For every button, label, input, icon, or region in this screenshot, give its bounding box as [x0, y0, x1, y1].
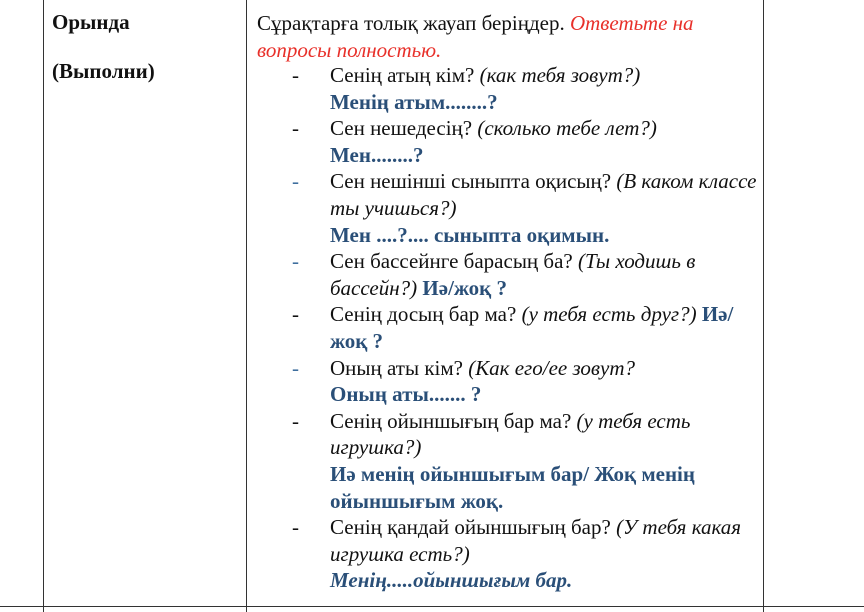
question-list: [292, 62, 762, 594]
list-item: [292, 115, 762, 168]
question-translation: (сколько тебе лет?): [477, 116, 657, 141]
list-dash: -: [292, 355, 299, 380]
task-label-ru: (Выполни): [52, 59, 155, 83]
table-border-right: [763, 0, 764, 612]
answer-template: Иә менің ойыншығым бар/ Жоқ менің ойыншығым жоқ.: [330, 461, 695, 513]
list-item: [292, 301, 762, 354]
answer-template: Иә/жоқ ?: [422, 275, 507, 300]
answer-template: Менің.....ойыншығым бар.: [330, 568, 573, 593]
question-text: Сен нешінші сыныпта оқисың?: [330, 169, 612, 194]
answer-template: Мен ....?.... сыныпта оқимын.: [330, 222, 610, 247]
question-text: Сенің досың бар ма?: [330, 302, 517, 327]
question-translation: (как тебя зовут?): [479, 63, 641, 87]
answer-template: Мен........?: [330, 142, 424, 167]
question-translation: (Как его/ее зовут?: [468, 355, 635, 380]
list-dash: -: [292, 116, 299, 141]
question-text: Сенің атың кім?: [330, 63, 475, 87]
table-border-middle: [246, 0, 247, 612]
answer-template: Иә/жоқ ?: [330, 302, 734, 353]
task-label-kz: Орында: [52, 10, 130, 34]
list-item: [292, 408, 762, 514]
answer-template: Оның аты....... ?: [330, 382, 482, 407]
list-dash: -: [292, 302, 299, 327]
question-translation: (Ты ходишь в бассейн?): [330, 249, 696, 300]
list-dash: -: [292, 249, 299, 274]
question-text: Сен бассейнге барасың ба?: [330, 249, 573, 274]
list-item: [292, 355, 762, 408]
list-item: [292, 248, 762, 301]
answer-template: Менің атым........?: [330, 89, 498, 114]
question-text: Оның аты кім?: [330, 355, 463, 380]
question-translation: (у тебя есть друг?): [521, 302, 697, 327]
question-text: Сен нешедесің?: [330, 116, 473, 141]
list-dash: -: [292, 169, 299, 194]
question-text: Сенің қандай ойыншығың бар?: [330, 515, 611, 540]
list-dash: -: [292, 515, 299, 540]
question-translation: (у тебя есть игрушка?): [330, 408, 691, 460]
list-item: [292, 514, 762, 594]
table-border-bottom: [0, 606, 864, 607]
question-translation: (У тебя какая игрушка есть?): [330, 515, 742, 566]
list-item: [292, 168, 762, 248]
question-text: Сенің ойыншығың бар ма?: [330, 408, 572, 433]
list-dash: -: [292, 408, 299, 433]
list-dash: -: [292, 63, 299, 87]
list-item: [292, 62, 762, 115]
instruction-ru: Ответьте на вопросы полностью.: [257, 11, 694, 62]
instruction-kz: Сұрақтарға толық жауап беріңдер.: [257, 11, 565, 35]
table-border-left: [43, 0, 44, 612]
question-translation: (В каком классе ты учишься?): [330, 169, 757, 220]
instruction: [257, 10, 752, 64]
